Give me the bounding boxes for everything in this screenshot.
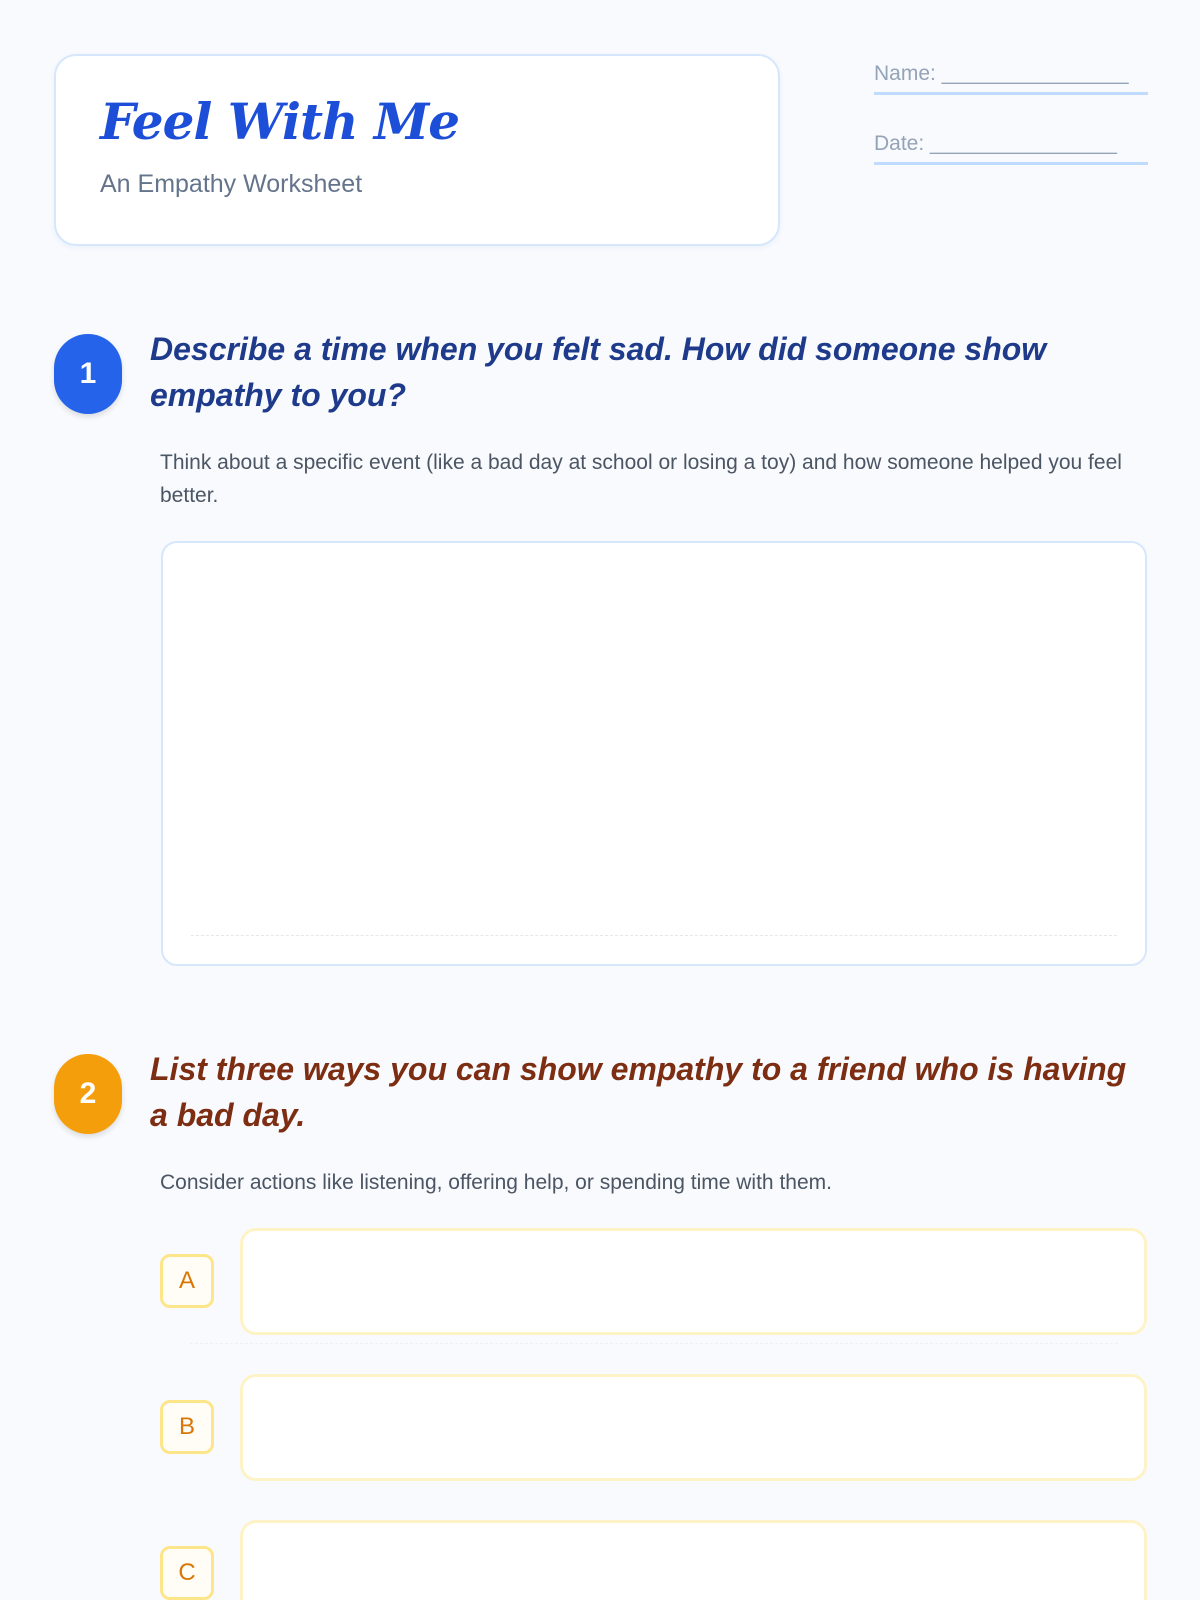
option-c-answer-box[interactable] bbox=[240, 1520, 1147, 1600]
option-c-letter: C bbox=[160, 1546, 214, 1600]
option-b-answer-box[interactable] bbox=[240, 1374, 1147, 1481]
question-1-hint: Think about a specific event (like a bad day at school or losing a toy) and how someone helped you feel better. bbox=[160, 451, 1122, 507]
answer-guide-line bbox=[191, 935, 1117, 936]
name-field[interactable]: Name: ________________ bbox=[874, 62, 1148, 95]
question-1-number-badge: 1 bbox=[54, 334, 122, 414]
date-field[interactable]: Date: ________________ bbox=[874, 132, 1148, 165]
option-a-letter: A bbox=[160, 1254, 214, 1308]
worksheet-title: Feel With Me bbox=[100, 92, 460, 151]
option-divider bbox=[190, 1343, 1118, 1344]
option-a-answer-box[interactable] bbox=[240, 1228, 1147, 1335]
option-b-letter: B bbox=[160, 1400, 214, 1454]
question-1-answer-box[interactable] bbox=[161, 541, 1147, 966]
question-1-title: Describe a time when you felt sad. How did someone show empathy to you? bbox=[150, 331, 1047, 413]
question-2-hint: Consider actions like listening, offering help, or spending time with them. bbox=[160, 1171, 832, 1194]
question-2-title: List three ways you can show empathy to a friend who is having a bad day. bbox=[150, 1051, 1127, 1133]
title-card bbox=[54, 54, 780, 246]
worksheet-subtitle: An Empathy Worksheet bbox=[100, 170, 363, 198]
question-2-number-badge: 2 bbox=[54, 1054, 122, 1134]
